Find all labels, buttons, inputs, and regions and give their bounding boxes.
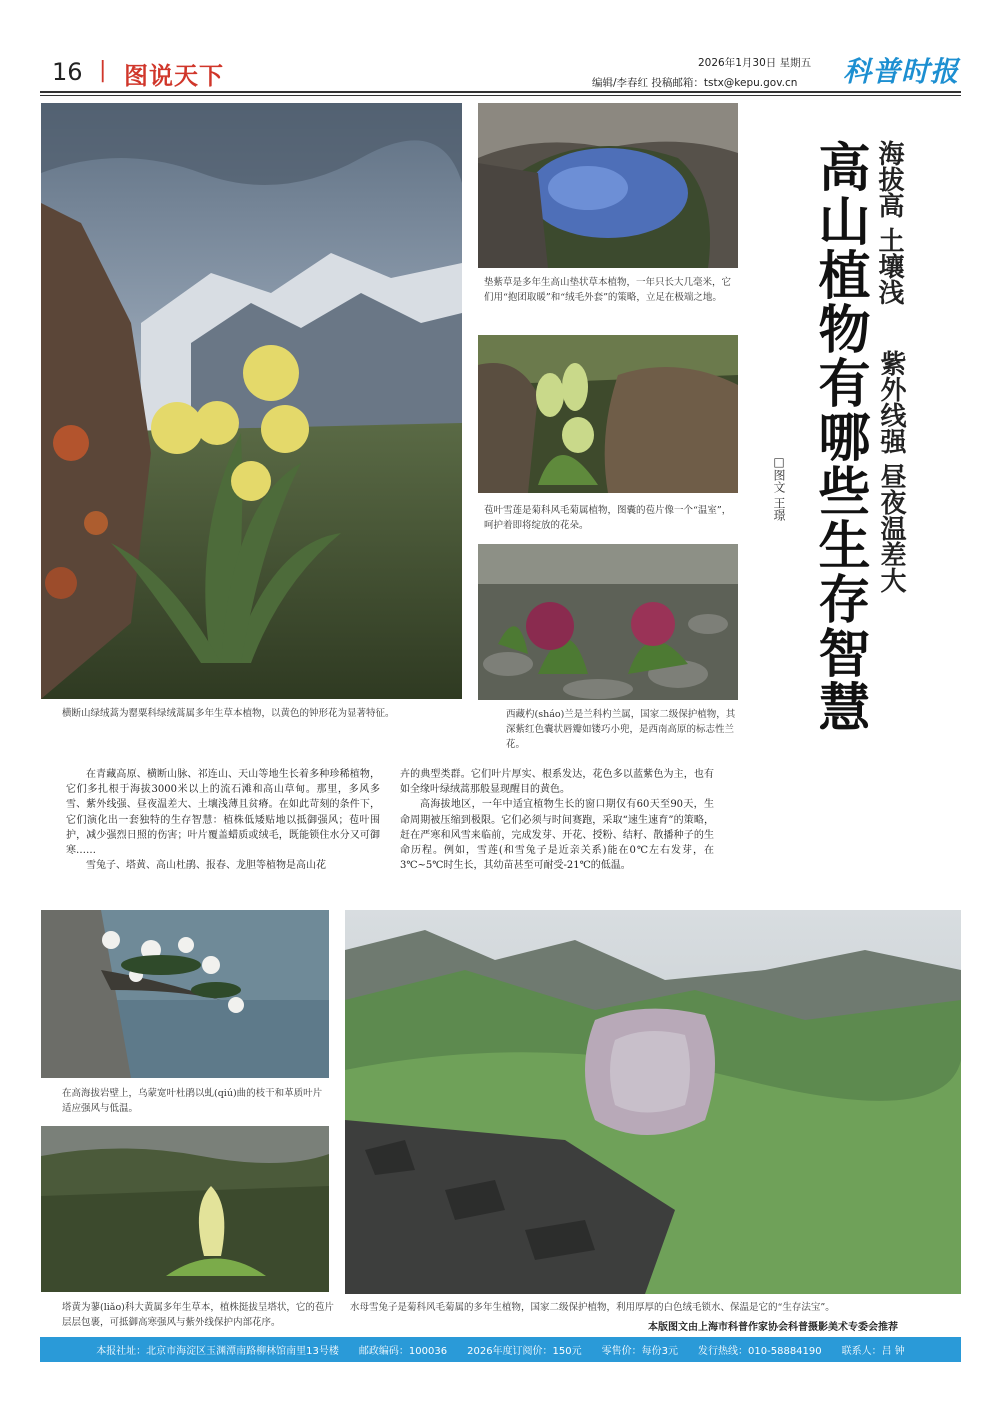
footer-address: 本报社址：北京市海淀区玉渊潭南路柳林馆南里13号楼 — [96, 1346, 339, 1357]
caption-saussurea: 苞叶雪莲是菊科风毛菊属植物，图囊的苞片像一个“温室”，呵护着即将绽放的花朵。 — [484, 505, 732, 531]
photo-cushion-plant — [478, 103, 738, 268]
article-body-col1 — [66, 767, 380, 873]
issue-date: 2026年1月30日 星期五 — [698, 57, 812, 69]
article-subtitle-1: 海拔高 土壤浅 — [874, 140, 904, 306]
caption-cushion-plant: 垫紫草是多年生高山垫状草本植物，一年只长大几毫米，它们用“抱团取暖”和“绒毛外套”的策略，立足在极端之地。 — [484, 277, 732, 303]
article-title: 高山植物有哪些生存智慧 — [809, 140, 869, 734]
photo-rhododendron — [41, 910, 329, 1078]
photo-credit: 本版图文由上海市科普作家协会科普摄影美术专委会推荐 — [648, 1322, 898, 1333]
photo-yellow-poppy — [41, 103, 462, 699]
caption-yellow-poppy: 横断山绿绒蒿为罂粟科绿绒蒿属多年生草本植物，以黄色的钟形花为显著特征。 — [62, 708, 395, 719]
body-paragraph: 在青藏高原、横断山脉、祁连山、天山等地生长着多种珍稀植物，它们多扎根于海拔3000米以上的流石滩和高山草甸。那里，多风多雪、紫外线强、昼夜温差大、土壤浅薄且贫瘠。在如此苛刻的条件下，它们演化出一套独特的生存智慧：植株低矮贴地以抵御强风；苞叶围护，减少强烈日照的伤害；叶片覆盖蜡质或绒毛，既能锁住水分又可御寒…… — [66, 769, 380, 857]
footer-subscription: 2026年度订阅价：150元 — [467, 1346, 582, 1357]
caption-rhododendron: 在高海拔岩壁上，乌蒙宽叶杜鹃以虬(qiú)曲的枝干和革质叶片适应强风与低温。 — [62, 1088, 323, 1114]
section-title: 图说天下 — [124, 62, 224, 90]
caption-rheum: 塔黄为蓼(liǎo)科大黄属多年生草本，植株挺拔呈塔状，它的苞片层层包裹，可抵御高寒强风与紫外线保护内部花序。 — [62, 1302, 334, 1328]
footer-hotline: 发行热线：010-58884190 — [698, 1346, 822, 1357]
photo-rheum — [41, 1126, 329, 1292]
article-body-col2 — [400, 767, 714, 873]
footer-retail: 零售价：每份3元 — [601, 1346, 679, 1357]
body-paragraph: 卉的典型类群。它们叶片厚实、根系发达，花色多以蓝紫色为主，也有如全缘叶绿绒蒿那般显现醒目的黄色。 — [400, 769, 714, 796]
footer-postcode: 邮政编码：100036 — [358, 1346, 448, 1357]
article-subtitle-2: 紫外线强 昼夜温差大 — [876, 350, 906, 594]
caption-orchid: 西藏杓(sháo)兰是兰科杓兰属，国家二级保护植物，其深紫红色囊状唇瓣如镂巧小兜，是西南高原的标志性兰花。 — [506, 709, 736, 750]
header-rule-thin — [40, 95, 961, 96]
photo-saussurea — [478, 335, 738, 493]
footer-contact: 联系人：吕 钟 — [841, 1346, 905, 1357]
page-number: 16 — [52, 58, 83, 86]
article-byline: □图文 王璟 — [772, 455, 786, 521]
caption-snow-rabbit: 水母雪兔子是菊科风毛菊属的多年生植物，国家二级保护植物，利用厚厚的白色绒毛锁水、保温是它的“生存法宝”。 — [350, 1302, 835, 1313]
body-paragraph: 高海拔地区，一年中适宜植物生长的窗口期仅有60天至90天，生命周期被压缩到极限。它们必须与时间赛跑，采取“速生速育”的策略，赶在严寒和风雪来临前，完成发芽、开花、授粉、结籽、散播种子的生命历程。例如，雪莲(和雪兔子是近亲关系)能在0℃左右发芽，在3℃~5℃时生长，其幼苗甚至可耐受-21℃的低温。 — [400, 799, 714, 872]
header-rule — [40, 91, 961, 93]
footer-bar — [40, 1337, 961, 1362]
body-paragraph: 雪兔子、塔黄、高山杜鹃、报春、龙胆等植物是高山花 — [86, 860, 326, 872]
photo-orchid — [478, 544, 738, 700]
masthead-logo: 科普时报 — [843, 55, 960, 88]
editor-contact: 编辑/李春红 投稿邮箱：tstx@kepu.gov.cn — [592, 77, 798, 89]
photo-snow-rabbit — [345, 910, 961, 1294]
header-separator: | — [99, 58, 107, 83]
